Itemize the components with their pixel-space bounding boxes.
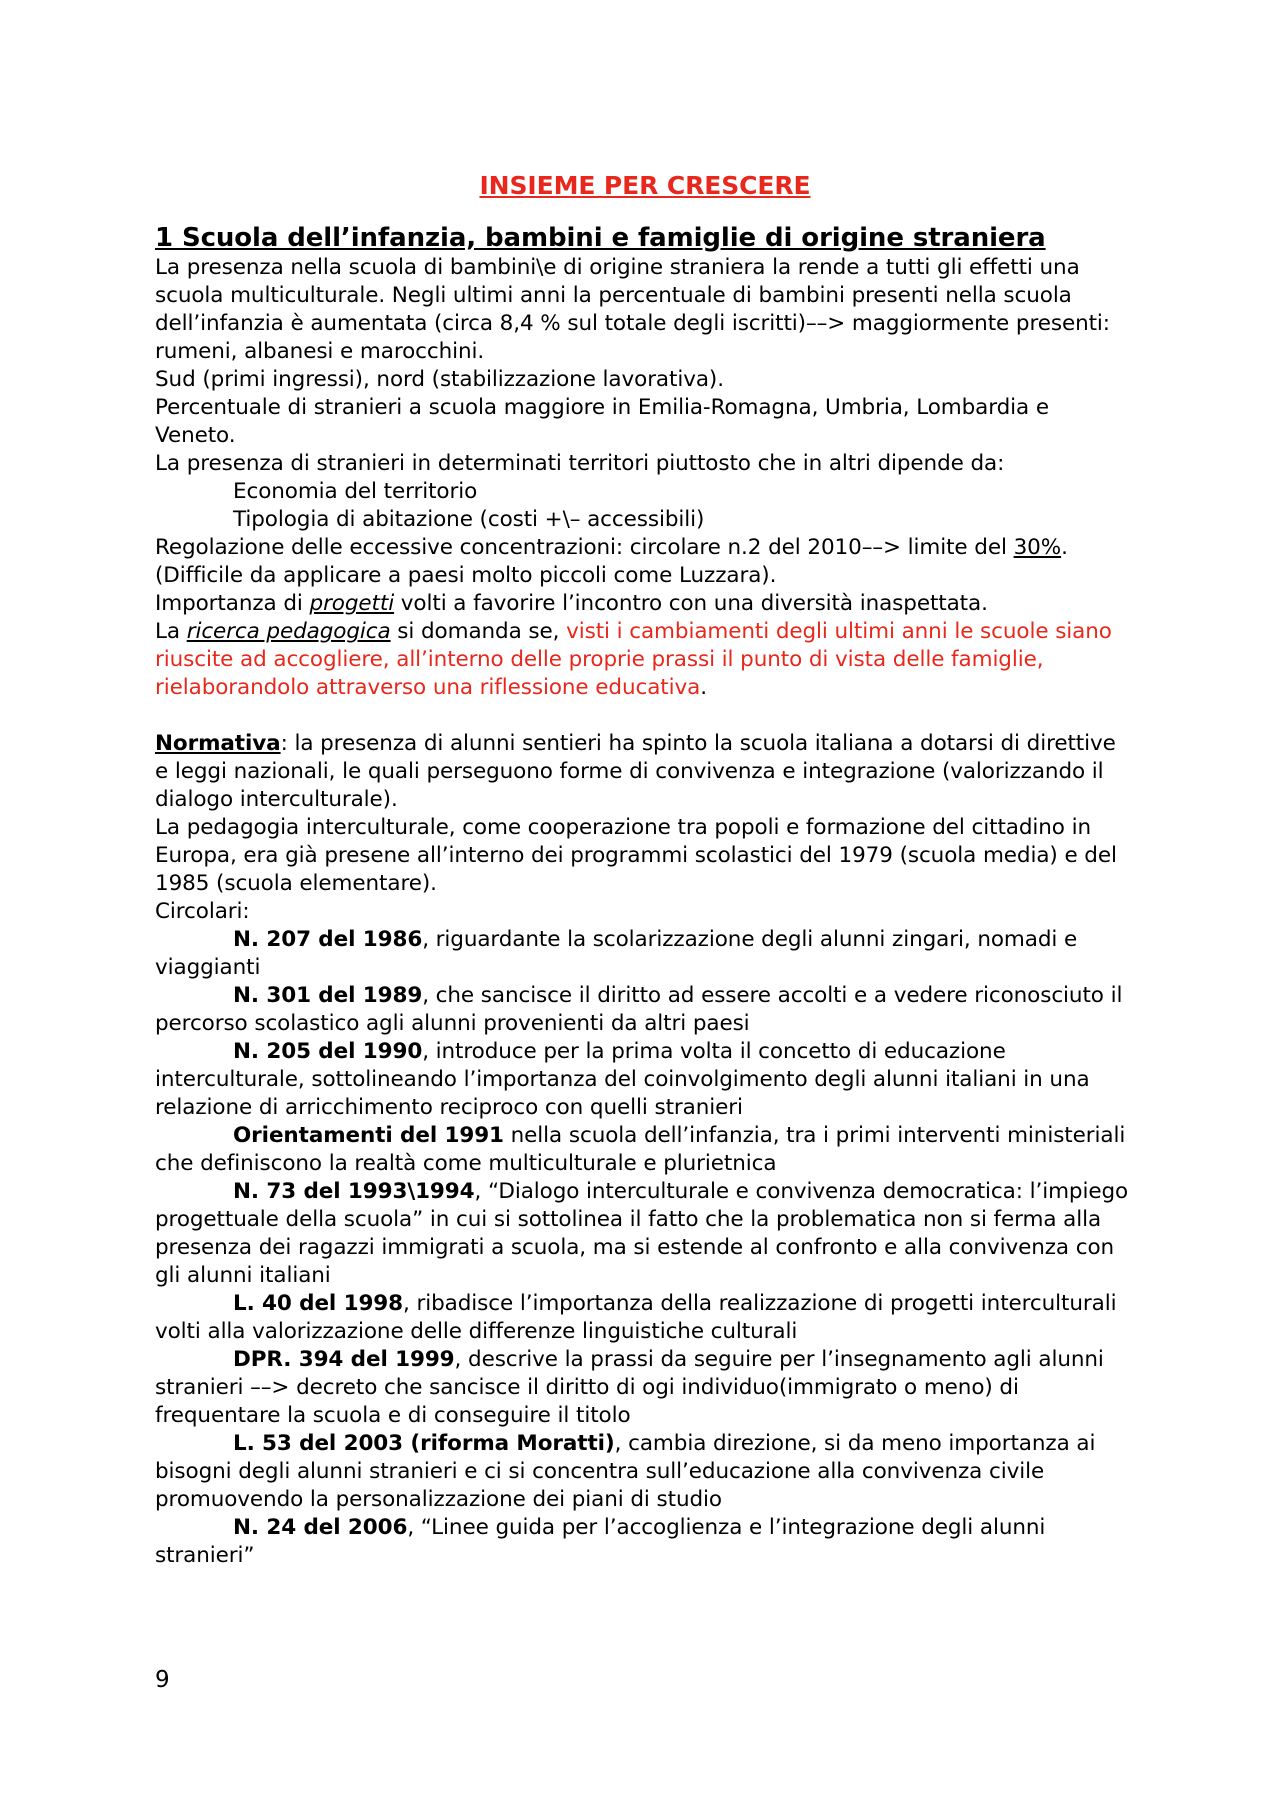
circolare-text: , riguardante la scolarizzazione degli alunni zingari, nomadi e viaggianti: [155, 927, 1078, 980]
projects-text-end: volti a favorire l’incontro con una diversità inaspettata.: [394, 591, 988, 616]
normativa-text: : la presenza di alunni sentieri ha spinto la scuola italiana a dotarsi di direttive e leggi nazionali, le quali perseguono forme di convivenza e integrazione (valorizzando il dialogo interculturale).: [155, 731, 1116, 812]
factor-item: Tipologia di abitazione (costi +\– accessibili): [233, 507, 705, 532]
paragraph-south-north: Sud (primi ingressi), nord (stabilizzazione lavorativa).: [155, 367, 724, 392]
regulation-text: Regolazione delle eccessive concentrazioni: circolare n.2 del 2010––> limite del: [155, 535, 1014, 560]
circolare-ref: N. 301 del 1989: [233, 983, 423, 1008]
page-number: 9: [155, 1667, 170, 1693]
circolare-text: nella scuola dell’infanzia, tra i primi interventi ministeriali che definiscono la realtà come multiculturale e plurietnica: [155, 1123, 1126, 1176]
paragraph-intercultural-pedagogy: La pedagogia interculturale, come cooperazione tra popoli e formazione del cittadino in Europa, era già presene all’interno dei programmi scolastici del 1979 (scuola media) e del 1985 (scuola elementare).: [155, 815, 1117, 896]
factor-item: Economia del territorio: [233, 479, 478, 504]
paragraph-luzzara: (Difficile da applicare a paesi molto piccoli come Luzzara).: [155, 563, 777, 588]
regulation-limit: 30%: [1013, 535, 1062, 560]
paragraph-regions: Percentuale di stranieri a scuola maggiore in Emilia-Romagna, Umbria, Lombardia e Veneto.: [155, 395, 1049, 448]
circolare-ref: N. 205 del 1990: [233, 1039, 423, 1064]
circolare-ref: Orientamenti del 1991: [233, 1123, 504, 1148]
circolare-text: , ribadisce l’importanza della realizzazione di progetti interculturali volti alla valorizzazione delle differenze linguistiche culturali: [155, 1291, 1117, 1344]
circolare-text: , che sancisce il diritto ad essere accolti e a vedere riconosciuto il percorso scolastico agli alunni provenienti da altri paesi: [155, 983, 1123, 1036]
circolare-ref: L. 53 del 2003 (riforma Moratti): [233, 1431, 615, 1456]
paragraph-regulation: [155, 534, 1135, 562]
paragraph-projects: [155, 590, 1135, 618]
circolare-ref: L. 40 del 1998: [233, 1291, 404, 1316]
regulation-period: .: [1061, 535, 1068, 560]
circolare-item: [155, 1038, 1135, 1122]
document-page: [155, 170, 1135, 1570]
circolare-text: , cambia direzione, si da meno importanza ai bisogni degli alunni stranieri e ci si concentra sull’educazione alla convivenza civile promuovendo la personalizzazione dei piani di studio: [155, 1431, 1096, 1512]
paragraph-presence: La presenza nella scuola di bambini\e di origine straniera la rende a tutti gli effetti una scuola multiculturale. Negli ultimi anni la percentuale di bambini presenti nella scuola dell’infanzia è aumentata (circa 8,4 % sul totale degli iscritti)––> maggiormente presenti: rumeni, albanesi e marocchini.: [155, 255, 1110, 364]
research-text-mid: si domanda se,: [390, 619, 567, 644]
document-title: INSIEME PER CRESCERE: [479, 171, 811, 200]
paragraph-research: [155, 618, 1135, 702]
circolare-item: [155, 1122, 1135, 1178]
circolare-text: , introduce per la prima volta il concetto di educazione interculturale, sottolineando l’importanza del coinvolgimento degli alunni italiani in una relazione di arricchimento reciproco con quelli stranieri: [155, 1039, 1090, 1120]
research-period: .: [700, 675, 707, 700]
circolare-item: [155, 982, 1135, 1038]
spacer: [155, 702, 1135, 730]
circolare-item: [155, 926, 1135, 982]
circolare-ref: N. 207 del 1986: [233, 927, 423, 952]
circolare-text: , descrive la prassi da seguire per l’insegnamento agli alunni stranieri ––> decreto che sancisce il diritto di ogi individuo(immigrato o meno) di frequentare la scuola e di conseguire il titolo: [155, 1347, 1104, 1428]
paragraph-depends-on: La presenza di stranieri in determinati territori piuttosto che in altri dipende da:: [155, 451, 1005, 476]
research-highlight: visti i cambiamenti degli ultimi anni le scuole siano riuscite ad accogliere, all’interno delle proprie prassi il punto di vista delle famiglie, rielaborandolo attraverso una riflessione educativa: [155, 619, 1112, 700]
research-text: La: [155, 619, 187, 644]
circolare-text: , “Dialogo interculturale e convivenza democratica: l’impiego progettuale della scuola” in cui si sottolinea il fatto che la problematica non si ferma alla presenza dei ragazzi immigrati a scuola, ma si estende al confronto e alla convivenza con gli alunni italiani: [155, 1179, 1129, 1288]
circolare-item: [155, 1514, 1135, 1570]
circolare-text: , “Linee guida per l’accoglienza e l’integrazione degli alunni stranieri”: [155, 1515, 1046, 1568]
circolare-item: [155, 1430, 1135, 1514]
projects-emphasis: progetti: [309, 591, 395, 616]
circolare-ref: N. 73 del 1993\1994: [233, 1179, 475, 1204]
normativa-label: Normativa: [155, 731, 281, 756]
circolari-label: Circolari:: [155, 899, 250, 924]
circolare-item: [155, 1346, 1135, 1430]
circolare-ref: DPR. 394 del 1999: [233, 1347, 455, 1372]
paragraph-normativa: [155, 730, 1135, 814]
research-emphasis: ricerca pedagogica: [186, 619, 391, 644]
projects-text: Importanza di: [155, 591, 310, 616]
circolare-ref: N. 24 del 2006: [233, 1515, 408, 1540]
circolare-item: [155, 1290, 1135, 1346]
circolare-item: [155, 1178, 1135, 1290]
section-title: 1 Scuola dell’infanzia, bambini e famiglie di origine straniera: [155, 223, 1046, 253]
